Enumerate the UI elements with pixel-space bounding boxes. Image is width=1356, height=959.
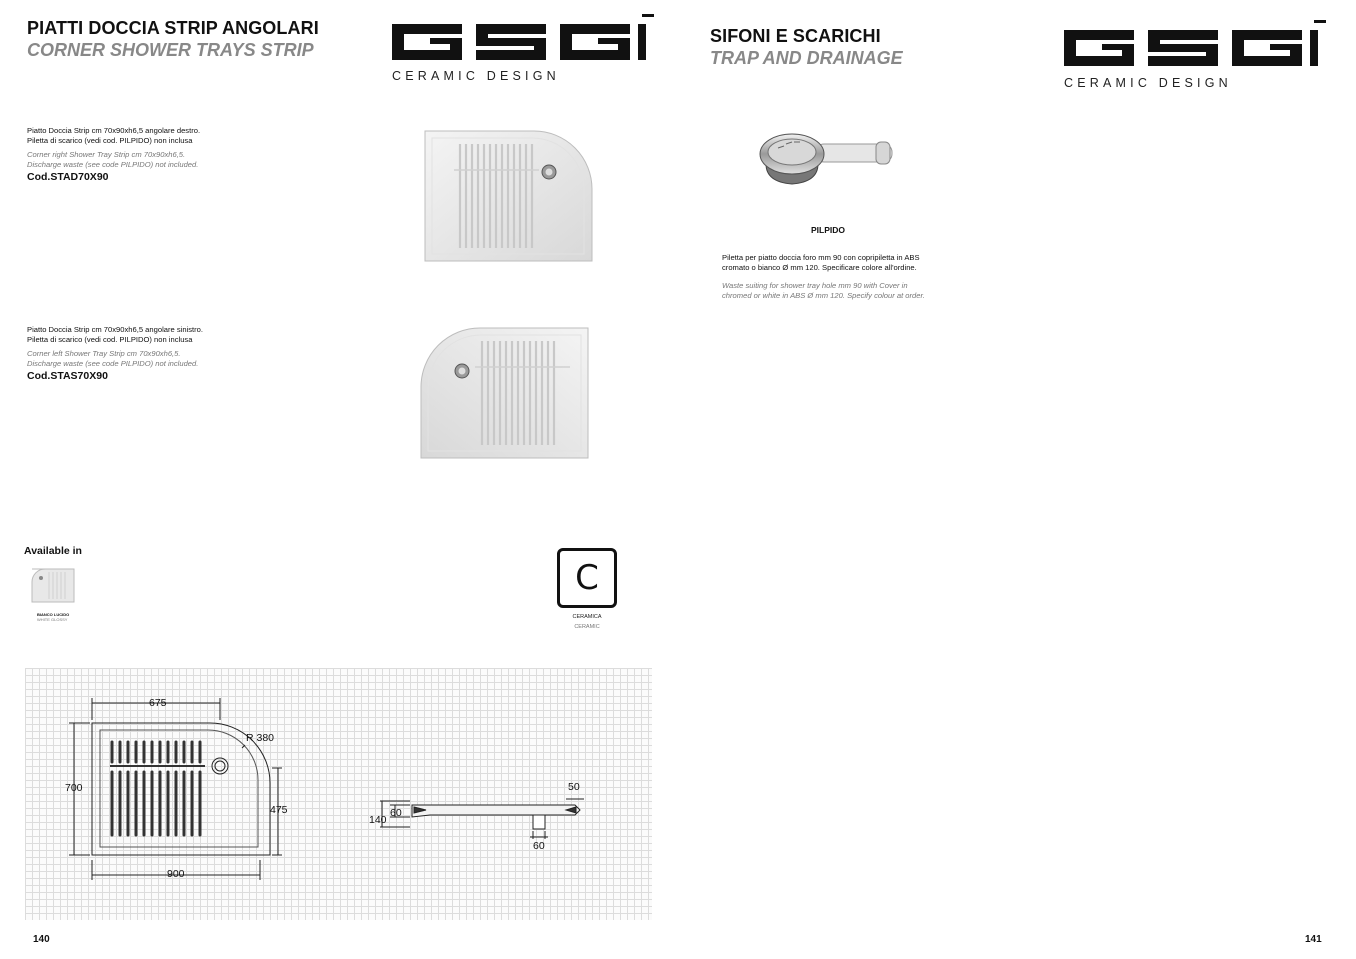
tray-right-image [424,130,594,267]
product-code: Cod.STAD70X90 [27,171,109,183]
gsg-logo-right [1062,20,1327,88]
left-title-en: CORNER SHOWER TRAYS STRIP [27,40,314,60]
product-desc-en: Waste suiting for shower tray hole mm 90 with Cover in [722,281,908,290]
material-label-it: CERAMICA [572,614,602,620]
finish-swatch [31,568,75,608]
product-desc-it: Piatto Doccia Strip cm 70x90xh6,5 angolare destro. [27,126,201,135]
product-desc-it: Piletta di scarico (vedi cod. PILPIDO) non inclusa [27,334,193,344]
product-code: Cod.STAS70X90 [27,370,108,382]
product-desc-it: Piletta di scarico (vedi cod. PILPIDO) non inclusa [27,135,193,145]
dim-side-60-top: 60 [390,807,402,819]
product-desc-it: Piletta per piatto doccia foro mm 90 con copripiletta in ABS [722,253,920,262]
product-desc-en: Discharge waste (see code PILPIDO) not included. [27,159,199,169]
dim-r380: R 380 [246,732,275,744]
finish-label-en: WHITE GLOSSY [37,617,68,622]
gsg-logo-mark [390,14,655,62]
dim-675: 675 [149,697,167,709]
dim-900: 900 [167,868,185,880]
tray-left-image [420,327,590,464]
pilpido-image [758,128,898,197]
right-title-it: SIFONI E SCARICHI [710,26,881,46]
available-in-label: Available in [24,545,82,557]
product-1-text [27,126,200,183]
logo-subtitle: CERAMIC DESIGN [392,69,560,83]
ceramic-badge [557,548,617,608]
page-number-right: 141 [1305,934,1322,945]
dim-475: 475 [270,804,288,816]
product-desc-it: cromato o bianco Ø mm 120. Specificare colore all'ordine. [722,262,917,272]
pilpido-text [722,253,925,300]
side-view-drawing [370,795,590,855]
product-desc-en: Corner right Shower Tray Strip cm 70x90xh6,5. [27,150,186,159]
dim-side-50: 50 [568,781,580,793]
ceramic-letter-icon: C [575,558,599,598]
right-title-en: TRAP AND DRAINAGE [710,48,903,68]
gsg-logo-left [390,14,655,83]
gsg-logo-mark [1062,20,1327,68]
product-desc-it: Piatto Doccia Strip cm 70x90xh6,5 angolare sinistro. [27,325,204,334]
material-label-en: CERAMIC [574,624,600,630]
top-view-drawing [60,690,310,885]
logo-subtitle: CERAMIC DESIGN [1064,76,1232,90]
left-title-it: PIATTI DOCCIA STRIP ANGOLARI [27,18,319,38]
dim-side-60-bottom: 60 [533,840,545,852]
product-desc-en: Discharge waste (see code PILPIDO) not included. [27,358,199,368]
product-desc-en: chromed or white in ABS Ø mm 120. Specify colour at order. [722,290,925,300]
page-number-left: 140 [33,934,50,945]
product-desc-en: Corner left Shower Tray Strip cm 70x90xh6,5. [27,349,181,358]
dim-side-140: 140 [369,814,387,826]
product-name: PILPIDO [811,225,846,235]
finish-label-it: BIANCO LUCIDO [37,612,70,617]
product-2-text [27,325,203,382]
dim-700: 700 [65,782,83,794]
